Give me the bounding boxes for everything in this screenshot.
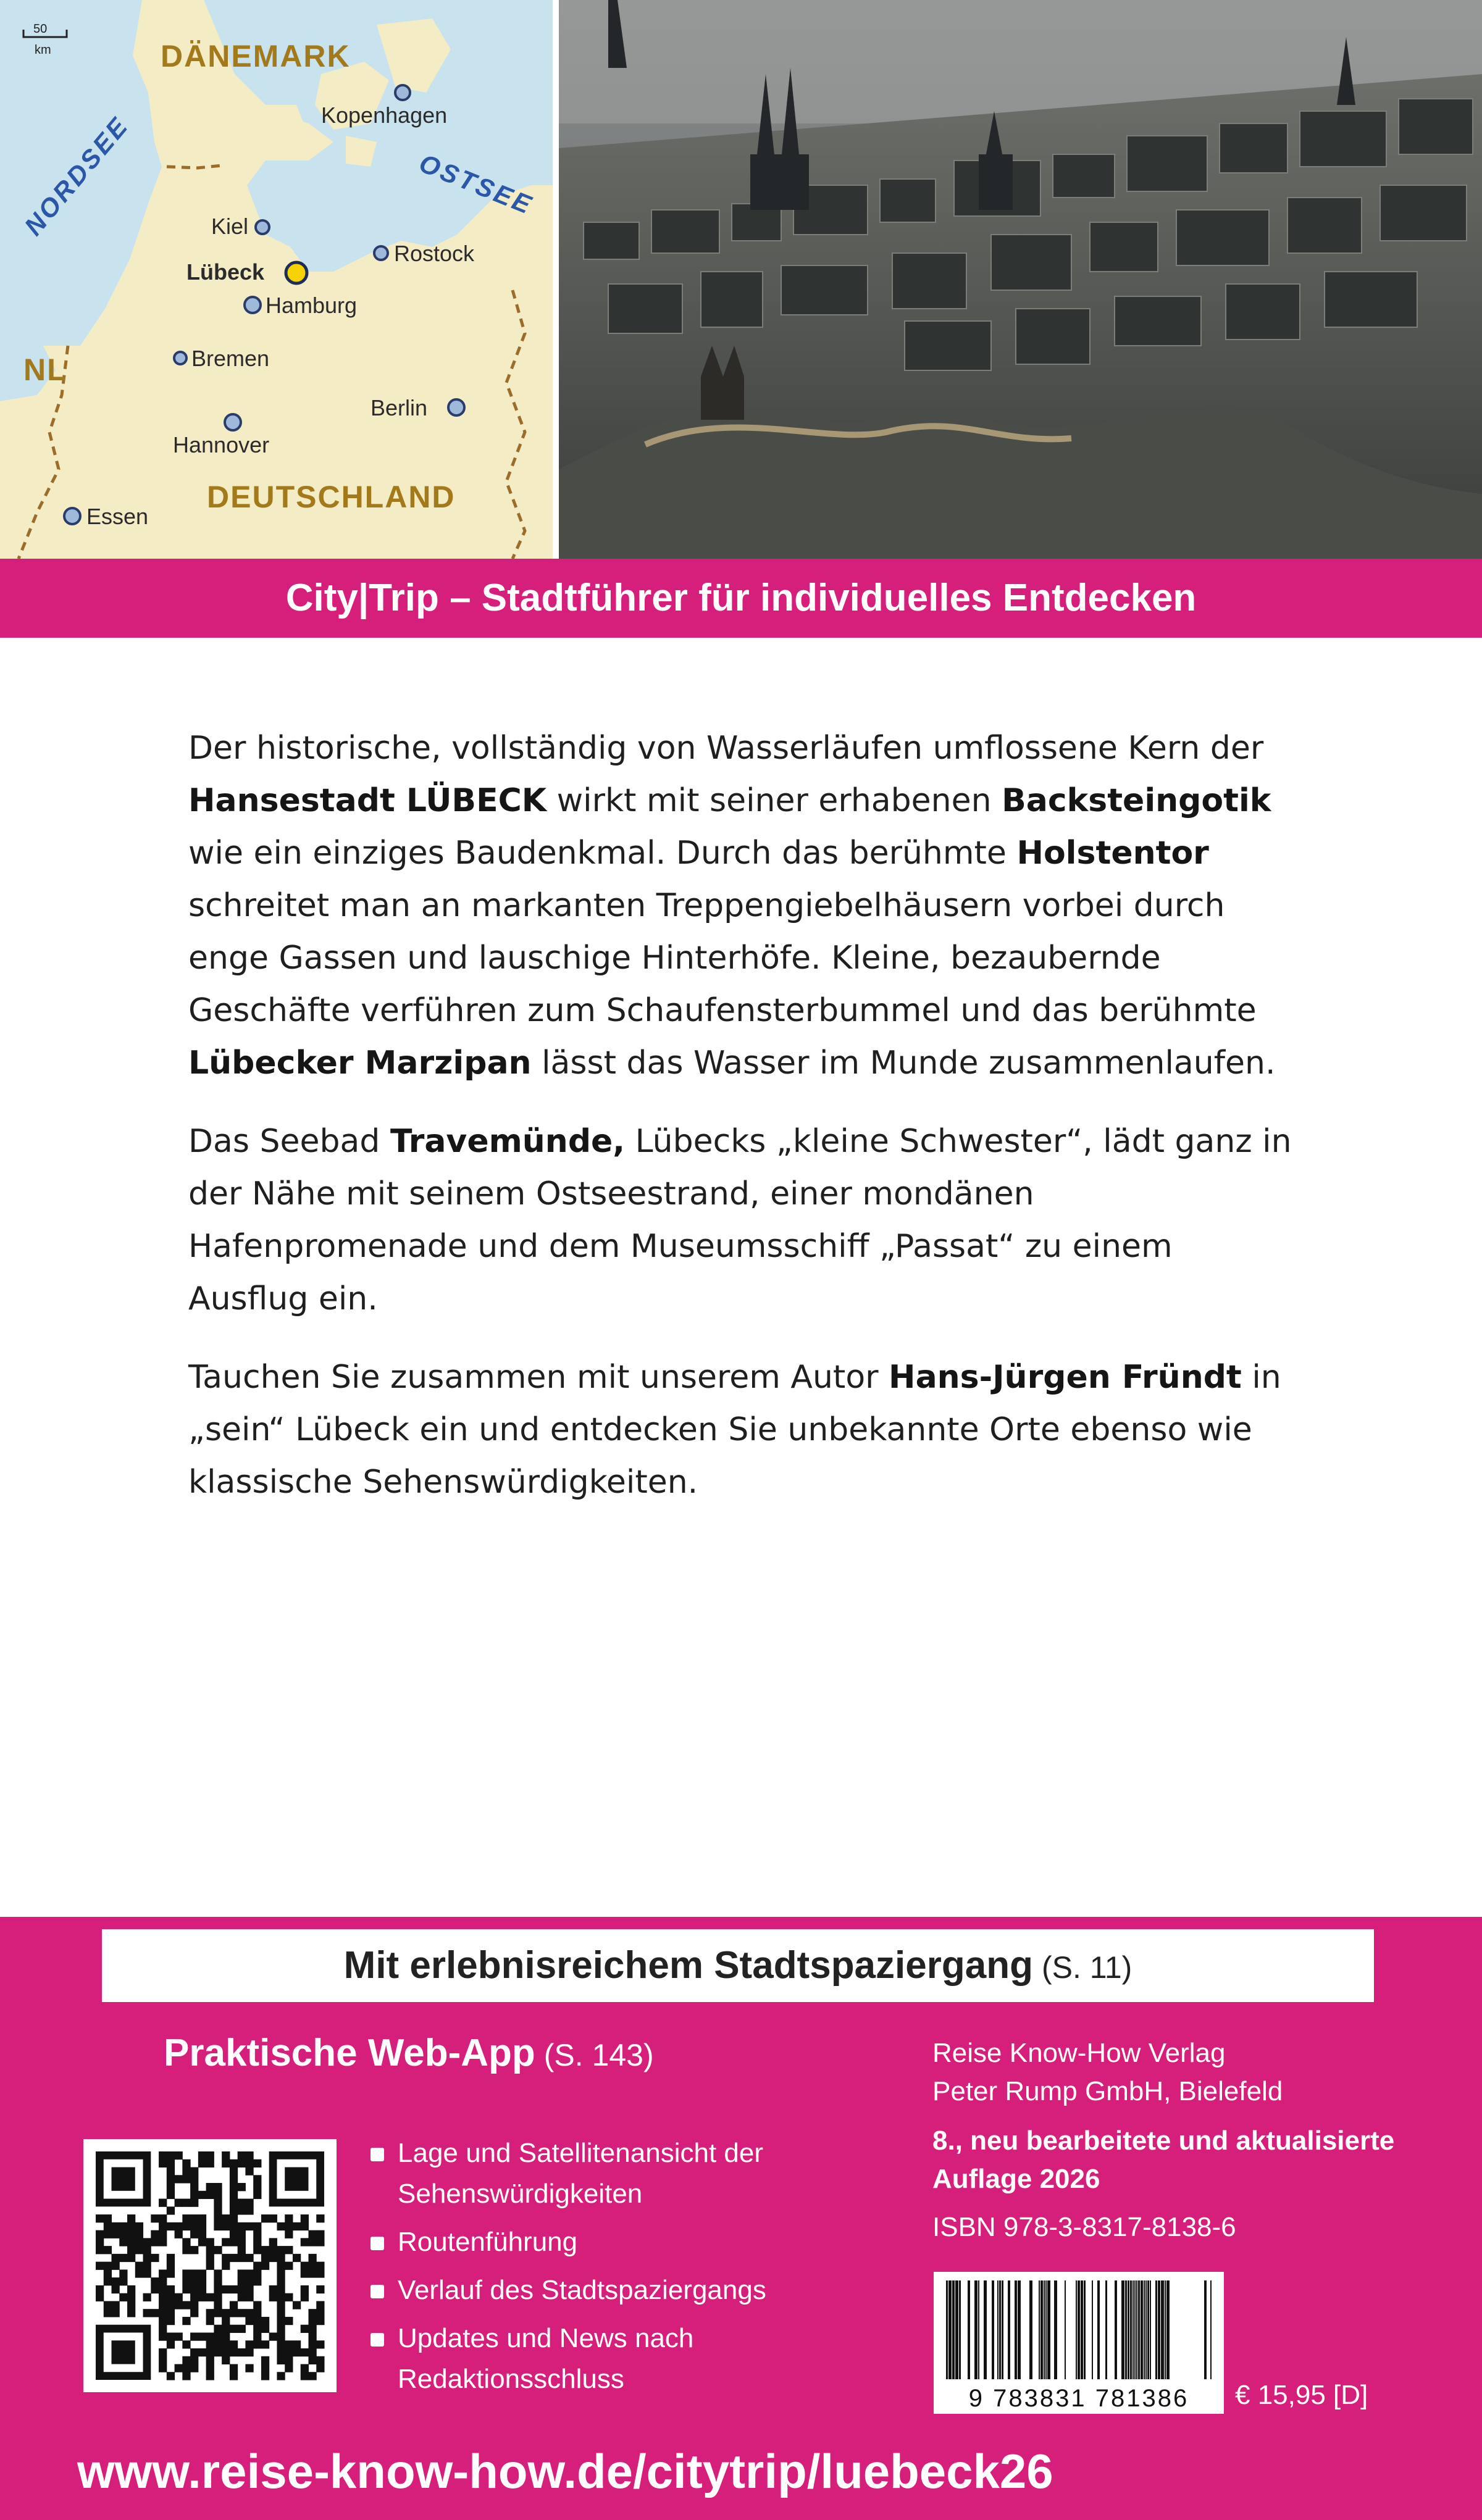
webapp-label: Praktische Web-App xyxy=(164,2032,535,2074)
list-item: Updates und News nach Redaktionsschluss xyxy=(371,2318,840,2400)
map-label-baltic-sea: OSTSEE xyxy=(415,148,538,220)
map-city-hamburg: Hamburg xyxy=(266,293,358,318)
isbn: ISBN 978-3-8317-8138-6 xyxy=(932,2212,1236,2242)
map-city-luebeck: Lübeck xyxy=(186,259,265,285)
map-city-kiel: Kiel xyxy=(211,214,249,239)
bullet-icon xyxy=(371,2237,384,2250)
bullet-icon xyxy=(371,2148,384,2161)
edition-note: 8., neu bearbeitete und aktualisierte Auflage 2026 xyxy=(932,2126,1395,2194)
map-city-kopenhagen: Kopenhagen xyxy=(321,102,448,128)
list-item: Routenführung xyxy=(371,2222,840,2263)
qr-code[interactable] xyxy=(83,2139,337,2392)
city-walk-box xyxy=(102,1929,1374,2002)
map-city-essen: Essen xyxy=(86,504,149,529)
bullet-icon xyxy=(371,2285,384,2298)
guide-url-link[interactable]: www.reise-know-how.de/citytrip/luebeck26 xyxy=(77,2444,1053,2498)
map-label-north-sea: NORDSEE xyxy=(19,111,135,241)
map-label-denmark: DÄNEMARK xyxy=(161,39,351,73)
city-walk-label: Mit erlebnisreichem Stadtspaziergang xyxy=(343,1944,1033,1987)
description-paragraph-3: Tauchen Sie zusammen mit unserem Autor Hans-Jürgen Fründt in „sein“ Lübeck ein und entdecken Sie unbekannte Orte ebenso wie klassische Sehenswürdigkeiten. xyxy=(188,1359,1281,1501)
publisher-info xyxy=(932,2034,1414,2247)
map-label-netherlands: NL xyxy=(23,353,67,387)
description-text xyxy=(188,722,1294,1535)
series-banner: City|Trip – Stadtführer für individuelles Entdecken xyxy=(0,559,1482,638)
webapp-feature-list xyxy=(371,2133,840,2407)
city-walk-page: (S. 11) xyxy=(1041,1950,1132,1985)
barcode-digits: 9 783831 781386 xyxy=(934,2383,1224,2414)
city-model-illustration xyxy=(559,0,1482,559)
bronze-city-model-photo xyxy=(559,0,1482,559)
map-city-hannover: Hannover xyxy=(173,432,270,457)
webapp-page: (S. 143) xyxy=(543,2038,654,2072)
map-graphic xyxy=(0,0,553,559)
publisher-company: Peter Rump GmbH, Bielefeld xyxy=(932,2076,1283,2106)
description-paragraph-1: Der historische, vollständig von Wasserläufen umflossene Kern der Hansestadt LÜBECK wirkt mit seiner erhabenen Backsteingotik wie ein einziges Baudenkmal. Durch das berühmte Holstentor schreitet man an markanten Treppengiebelhäusern vorbei durch enge Gassen und lauschige Hinterhöfe. Kleine, bezaubernde Geschäfte verführen zum Schaufensterbummel und das berühmte Lübecker Marzipan lässt das Wasser im Munde zusammenlaufen. xyxy=(188,730,1276,1082)
description-paragraph-2: Das Seebad Travemünde, Lübecks „kleine Schwester“, lädt ganz in der Nähe mit seinem Ostseestrand, einer mondänen Hafenpromenade und dem Museumsschiff „Passat“ zu einem Ausflug ein. xyxy=(188,1123,1292,1317)
map-city-bremen: Bremen xyxy=(191,346,270,371)
barcode-icon xyxy=(934,2272,1224,2383)
map-city-rostock: Rostock xyxy=(394,241,475,266)
map-city-berlin: Berlin xyxy=(371,395,428,420)
map-label-germany: DEUTSCHLAND xyxy=(207,480,456,514)
bullet-icon xyxy=(371,2333,384,2347)
webapp-heading xyxy=(164,2031,654,2075)
list-item: Verlauf des Stadtspaziergangs xyxy=(371,2270,840,2311)
overview-map xyxy=(0,0,553,559)
map-scale-unit: km xyxy=(35,43,51,57)
qr-code-icon xyxy=(83,2139,337,2392)
publisher-name: Reise Know-How Verlag xyxy=(932,2038,1226,2068)
price: € 15,95 [D] xyxy=(1235,2380,1368,2410)
map-scale-value: 50 xyxy=(33,22,48,36)
list-item: Lage und Satellitenansicht der Sehenswürdigkeiten xyxy=(371,2133,840,2214)
